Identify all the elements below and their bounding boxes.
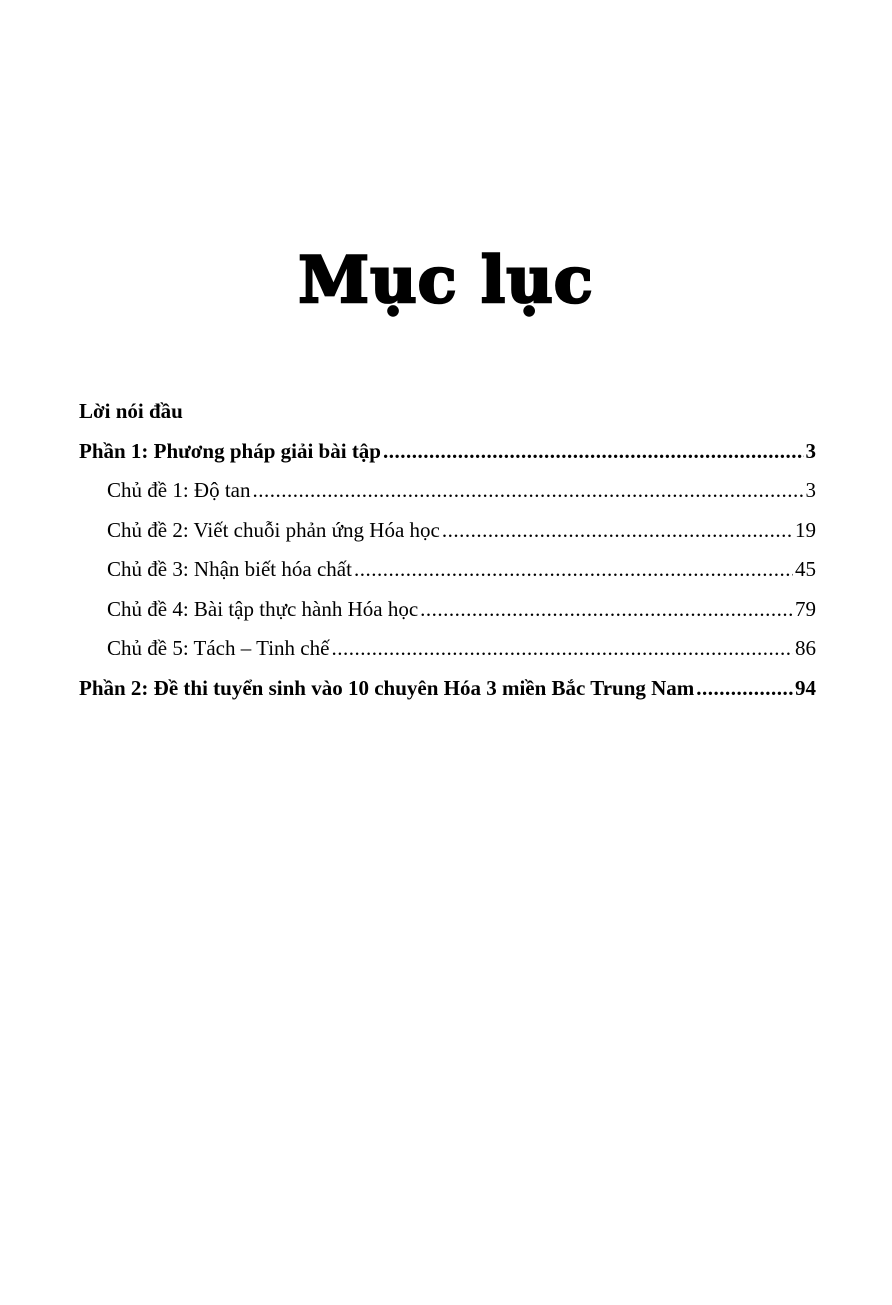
toc-entry-label: Phần 2: Đề thi tuyển sinh vào 10 chuyên Hóa 3 miền Bắc Trung Nam: [79, 675, 695, 700]
toc-entry-label: Lời nói đầu: [79, 399, 183, 423]
toc-page-number: 3: [805, 438, 816, 463]
toc-entry-topic-3[interactable]: [79, 550, 816, 590]
toc-entry-part-2[interactable]: [79, 669, 816, 709]
toc-entry-label: Chủ đề 2: Viết chuỗi phản ứng Hóa học: [107, 517, 440, 542]
toc-dot-leader: [696, 669, 793, 709]
toc-entry-label: Chủ đề 4: Bài tập thực hành Hóa học: [107, 596, 419, 621]
page-title: Mục lục: [298, 243, 594, 318]
toc-entry-label: Chủ đề 5: Tách – Tinh chế: [107, 636, 330, 660]
table-of-contents: [79, 392, 816, 708]
toc-entry-label: Phần 1: Phương pháp giải bài tập: [79, 438, 381, 463]
toc-entry-topic-1[interactable]: [79, 471, 816, 511]
toc-page-number: 19: [795, 517, 816, 542]
toc-entry-label: Chủ đề 1: Độ tan: [107, 478, 251, 502]
toc-dot-leader: [252, 471, 803, 511]
toc-page-number: 79: [795, 596, 816, 621]
toc-entry-topic-4[interactable]: [79, 590, 816, 630]
toc-dot-leader: [354, 550, 793, 590]
toc-page-number: 45: [795, 557, 816, 581]
toc-dot-leader: [331, 629, 793, 669]
toc-entry-topic-2[interactable]: [79, 511, 816, 551]
toc-entry-topic-5[interactable]: [79, 629, 816, 669]
toc-dot-leader: [383, 432, 804, 472]
toc-dot-leader: [420, 590, 793, 630]
toc-entry-part-1[interactable]: [79, 432, 816, 472]
toc-dot-leader: [442, 511, 793, 551]
toc-page-number: 86: [795, 636, 816, 660]
toc-page-number: 3: [805, 478, 816, 502]
toc-page-number: 94: [795, 675, 816, 700]
toc-entry-label: Chủ đề 3: Nhận biết hóa chất: [107, 557, 352, 581]
toc-entry-foreword[interactable]: [79, 392, 816, 432]
